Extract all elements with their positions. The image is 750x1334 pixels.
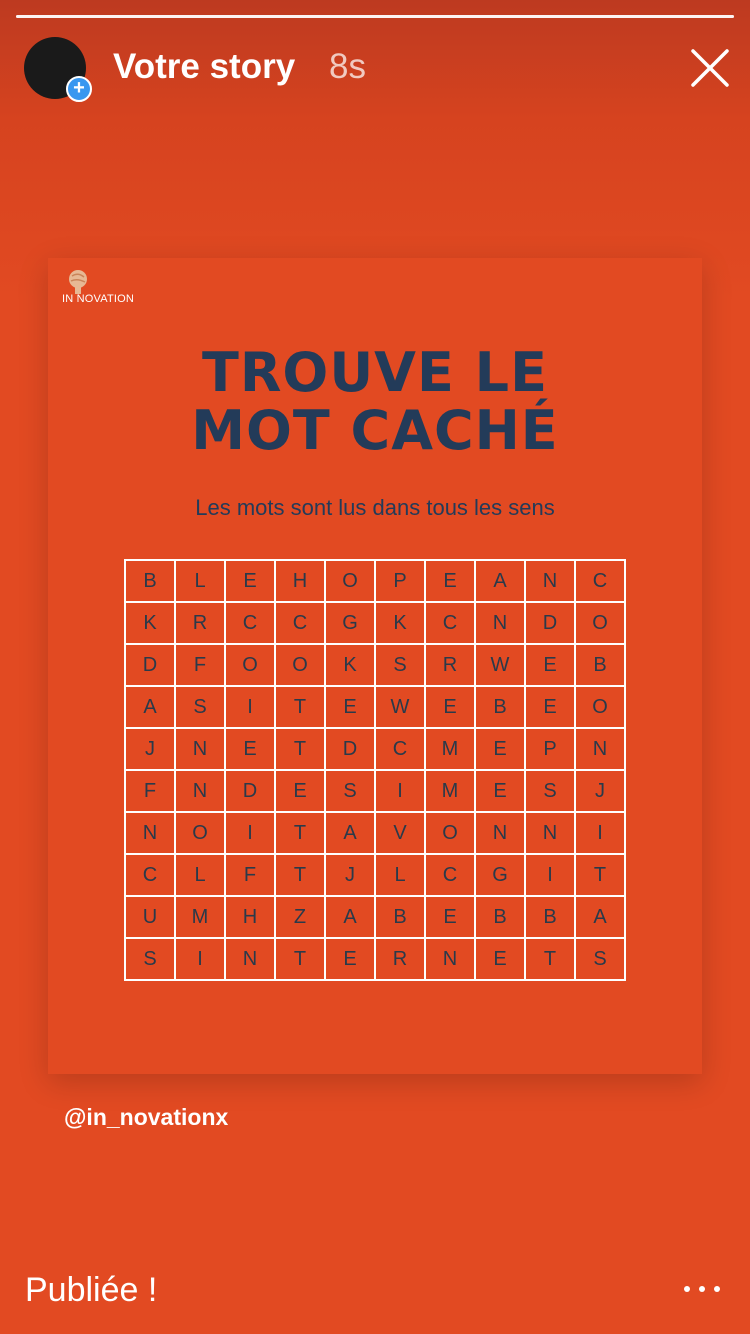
grid-cell: E (475, 938, 525, 980)
grid-cell: A (125, 686, 175, 728)
grid-cell: N (175, 770, 225, 812)
puzzle-title-line-1: TROUVE LE (202, 341, 548, 404)
grid-row (125, 896, 625, 938)
grid-cell: H (225, 896, 275, 938)
grid-cell: C (575, 560, 625, 602)
grid-cell: I (525, 854, 575, 896)
grid-cell: T (275, 728, 325, 770)
grid-cell: O (425, 812, 475, 854)
grid-cell: A (575, 896, 625, 938)
grid-cell: N (225, 938, 275, 980)
grid-row (125, 812, 625, 854)
grid-cell: T (575, 854, 625, 896)
grid-cell: G (325, 602, 375, 644)
grid-cell: O (325, 560, 375, 602)
brand-logo-text: IN NOVATION (62, 293, 135, 305)
grid-cell: B (575, 644, 625, 686)
grid-cell: N (475, 602, 525, 644)
grid-cell: G (475, 854, 525, 896)
grid-cell: S (575, 938, 625, 980)
grid-cell: N (575, 728, 625, 770)
grid-cell: T (275, 854, 325, 896)
grid-row (125, 644, 625, 686)
grid-cell: D (325, 728, 375, 770)
grid-cell: Z (275, 896, 325, 938)
grid-cell: B (525, 896, 575, 938)
grid-cell: I (225, 686, 275, 728)
grid-cell: T (275, 938, 325, 980)
grid-cell: N (425, 938, 475, 980)
grid-cell: S (125, 938, 175, 980)
story-progress-bar (16, 15, 734, 18)
grid-cell: B (375, 896, 425, 938)
grid-cell: K (325, 644, 375, 686)
grid-cell: O (575, 602, 625, 644)
grid-cell: O (575, 686, 625, 728)
grid-cell: E (275, 770, 325, 812)
grid-cell: F (175, 644, 225, 686)
grid-cell: E (475, 770, 525, 812)
grid-cell: C (425, 602, 475, 644)
grid-cell: V (375, 812, 425, 854)
grid-cell: O (225, 644, 275, 686)
grid-cell: K (125, 602, 175, 644)
grid-cell: N (525, 812, 575, 854)
grid-cell: J (125, 728, 175, 770)
grid-cell: S (525, 770, 575, 812)
mention-sticker[interactable]: @in_novationx (64, 1104, 229, 1130)
grid-cell: E (425, 896, 475, 938)
grid-cell: T (275, 686, 325, 728)
grid-cell: R (375, 938, 425, 980)
grid-cell: O (275, 644, 325, 686)
grid-cell: S (375, 644, 425, 686)
grid-cell: N (175, 728, 225, 770)
grid-cell: U (125, 896, 175, 938)
grid-cell: F (125, 770, 175, 812)
grid-cell: K (375, 602, 425, 644)
grid-row (125, 938, 625, 980)
grid-cell: I (575, 812, 625, 854)
grid-cell: A (475, 560, 525, 602)
published-status: Publiée ! (25, 1271, 158, 1309)
grid-cell: E (325, 938, 375, 980)
grid-cell: S (175, 686, 225, 728)
grid-cell: R (425, 644, 475, 686)
grid-cell: N (525, 560, 575, 602)
grid-cell: M (425, 770, 475, 812)
word-search-grid (124, 559, 626, 981)
grid-cell: P (375, 560, 425, 602)
grid-cell: W (475, 644, 525, 686)
grid-cell: L (175, 560, 225, 602)
grid-cell: E (225, 560, 275, 602)
puzzle-subtitle: Les mots sont lus dans tous les sens (195, 495, 555, 520)
grid-cell: C (225, 602, 275, 644)
grid-cell: L (375, 854, 425, 896)
grid-row (125, 770, 625, 812)
grid-cell: M (175, 896, 225, 938)
grid-cell: B (475, 686, 525, 728)
grid-row (125, 728, 625, 770)
add-story-badge-icon[interactable]: + (66, 76, 92, 102)
more-icon[interactable] (684, 1276, 720, 1302)
story-progress-fill (16, 15, 734, 18)
grid-row (125, 602, 625, 644)
grid-cell: P (525, 728, 575, 770)
puzzle-title-line-2: MOT CACHÉ (191, 399, 559, 462)
puzzle-title (48, 341, 702, 462)
grid-cell: E (225, 728, 275, 770)
grid-cell: C (125, 854, 175, 896)
grid-cell: E (425, 686, 475, 728)
grid-cell: I (225, 812, 275, 854)
grid-cell: S (325, 770, 375, 812)
grid-cell: E (475, 728, 525, 770)
grid-cell: A (325, 896, 375, 938)
grid-cell: D (225, 770, 275, 812)
grid-cell: C (375, 728, 425, 770)
story-timestamp: 8s (329, 47, 366, 86)
grid-cell: D (525, 602, 575, 644)
grid-cell: N (475, 812, 525, 854)
grid-cell: J (575, 770, 625, 812)
grid-cell: T (275, 812, 325, 854)
grid-cell: E (325, 686, 375, 728)
grid-cell: L (175, 854, 225, 896)
grid-cell: N (125, 812, 175, 854)
grid-row (125, 854, 625, 896)
grid-cell: W (375, 686, 425, 728)
grid-cell: T (525, 938, 575, 980)
grid-cell: F (225, 854, 275, 896)
grid-cell: E (425, 560, 475, 602)
grid-cell: J (325, 854, 375, 896)
shared-post-card[interactable] (48, 258, 702, 1074)
grid-cell: B (475, 896, 525, 938)
story-owner-title[interactable]: Votre story (113, 47, 296, 86)
grid-cell: M (425, 728, 475, 770)
grid-cell: E (525, 686, 575, 728)
close-icon[interactable] (688, 46, 732, 90)
grid-cell: E (525, 644, 575, 686)
grid-cell: I (375, 770, 425, 812)
grid-row (125, 560, 625, 602)
grid-cell: C (425, 854, 475, 896)
grid-cell: I (175, 938, 225, 980)
grid-cell: R (175, 602, 225, 644)
grid-cell: B (125, 560, 175, 602)
grid-cell: C (275, 602, 325, 644)
grid-cell: A (325, 812, 375, 854)
grid-cell: D (125, 644, 175, 686)
grid-cell: O (175, 812, 225, 854)
grid-row (125, 686, 625, 728)
grid-cell: H (275, 560, 325, 602)
